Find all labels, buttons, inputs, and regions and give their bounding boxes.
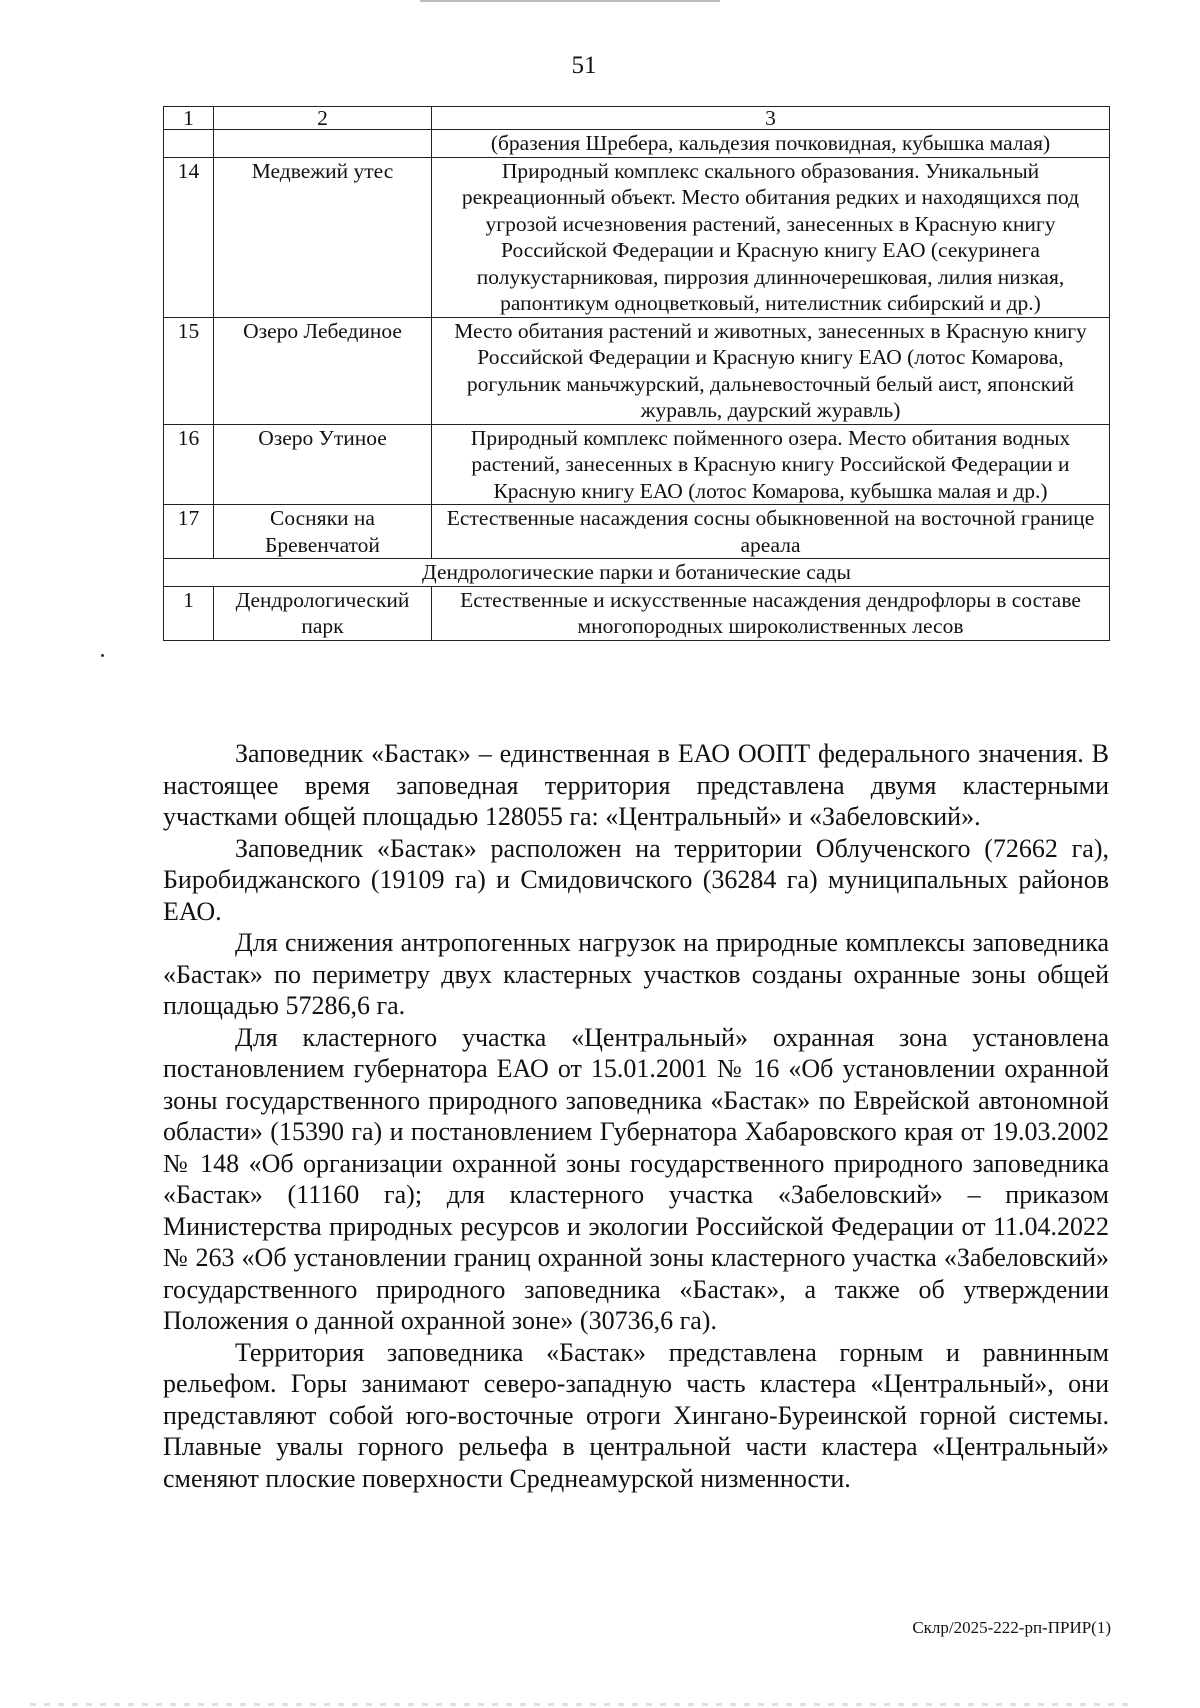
table-header-row xyxy=(164,107,1110,130)
table-cell-num: 14 xyxy=(164,157,214,317)
body-paragraph: Заповедник «Бастак» расположен на территории Облученского (72662 га), Биробиджанского (19109 га) и Смидовичского (36284 га) муниципальных районов ЕАО. xyxy=(163,833,1109,926)
table-cell-desc: Природный комплекс пойменного озера. Место обитания водных растений, занесенных в Красную книгу Российской Федерации и Красную книгу ЕАО (лотос Комарова, кубышка малая и др.) xyxy=(432,424,1110,505)
scan-speck xyxy=(101,654,104,657)
table-cell-desc: Естественные насаждения сосны обыкновенной на восточной границе ареала xyxy=(432,505,1110,559)
scan-bottom-edge xyxy=(30,1703,1130,1706)
table-cell-desc: Естественные и искусственные насаждения дендрофлоры в составе многопородных широколиственных лесов xyxy=(432,586,1110,640)
table-cell-name: Дендрологический парк xyxy=(214,586,432,640)
table-cell-name: Медвежий утес xyxy=(214,157,432,317)
table-section-title: Дендрологические парки и ботанические сады xyxy=(164,559,1110,587)
protected-areas-table xyxy=(163,106,1110,641)
document-registration-code: Склр/2025-222-рп-ПРИР(1) xyxy=(912,1618,1111,1637)
body-paragraph: Для кластерного участка «Центральный» охранная зона установлена постановлением губернатора ЕАО от 15.01.2001 № 16 «Об установлении охранной зоны государственного природного заповедника «Бастак» по Еврейской автономной области» (15390 га) и постановлением Губернатора Хабаровского края от 19.03.2002 № 148 «Об организации охранной зоны государственного природного заповедника «Бастак» (11160 га); для кластерного участка «Забеловский» – приказом Министерства природных ресурсов и экологии Российской Федерации от 11.04.2022 № 263 «Об установлении границ охранной зоны кластерного участка «Забеловский» государственного природного заповедника «Бастак», а также об утверждении Положения о данной охранной зоне» (30736,6 га). xyxy=(163,1022,1109,1335)
table-cell-num: 15 xyxy=(164,317,214,424)
table-header-cell-2: 2 xyxy=(214,107,432,130)
table-row xyxy=(164,424,1110,505)
table-section-heading-row xyxy=(164,559,1110,587)
document-body xyxy=(163,738,1109,1494)
table-cell-name: Озеро Лебединое xyxy=(214,317,432,424)
table-cell-num: 1 xyxy=(164,586,214,640)
table-header-cell-1: 1 xyxy=(164,107,214,130)
scan-top-edge xyxy=(420,0,720,2)
table-cell-num xyxy=(164,130,214,158)
table-cell-desc: Природный комплекс скального образования. Уникальный рекреационный объект. Место обитания редких и находящихся под угрозой исчезновения растений, занесенных в Красную книгу Российской Федерации и Красную книгу ЕАО (секуринега полукустарниковая, пиррозия длинночерешковая, лилия низкая, рапонтикум одноцветковый, нителистник сибирский и др.) xyxy=(432,157,1110,317)
table-row xyxy=(164,157,1110,317)
table-cell-num: 16 xyxy=(164,424,214,505)
table-cell-name xyxy=(214,130,432,158)
table-header-cell-3: 3 xyxy=(432,107,1110,130)
body-paragraph: Заповедник «Бастак» – единственная в ЕАО ООПТ федерального значения. В настоящее время заповедная территория представлена двумя кластерными участками общей площадью 128055 га: «Центральный» и «Забеловский». xyxy=(163,739,1109,831)
table-cell-desc: Место обитания растений и животных, занесенных в Красную книгу Российской Федерации и Красную книгу ЕАО (лотос Комарова, рогульник маньчжурский, дальневосточный белый аист, японский журавль, даурский журавль) xyxy=(432,317,1110,424)
body-paragraph: Для снижения антропогенных нагрузок на природные комплексы заповедника «Бастак» по периметру двух кластерных участков созданы охранные зоны общей площадью 57286,6 га. xyxy=(163,928,1109,1020)
table-row xyxy=(164,505,1110,559)
table-cell-name: Озеро Утиное xyxy=(214,424,432,505)
page-number: 51 xyxy=(571,52,597,79)
table-cell-name: Сосняки на Бревенчатой xyxy=(214,505,432,559)
table-cell-num: 17 xyxy=(164,505,214,559)
table-row xyxy=(164,586,1110,640)
table-row xyxy=(164,317,1110,424)
body-paragraph: Территория заповедника «Бастак» представлена горным и равнинным рельефом. Горы занимают северо-западную часть кластера «Центральный», они представляют собой юго-восточные отроги Хингано-Буреинской горной системы. Плавные увалы горного рельефа в центральной части кластера «Центральный» сменяют плоские поверхности Среднеамурской низменности. xyxy=(163,1337,1109,1493)
table-cell-desc: (бразения Шребера, кальдезия почковидная, кубышка малая) xyxy=(432,130,1110,158)
table-row-continuation xyxy=(164,130,1110,158)
